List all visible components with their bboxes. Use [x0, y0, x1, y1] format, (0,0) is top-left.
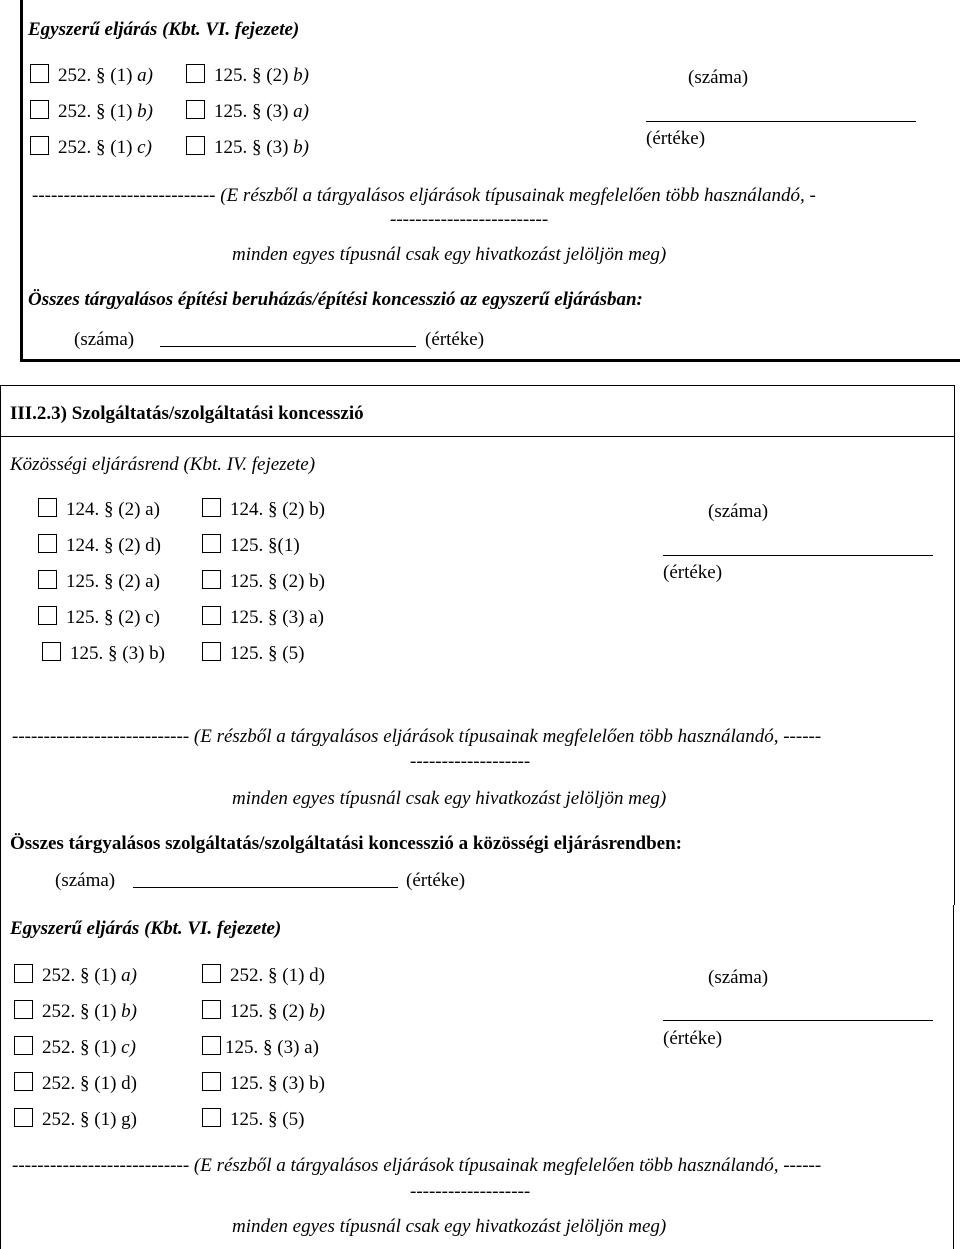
checkbox-s3-125-3-a[interactable] — [202, 1036, 221, 1055]
section3-right-border — [953, 905, 954, 1249]
section2-sum-erteke: (értéke) — [406, 870, 466, 891]
section1-note-line1: ----------------------------- (E részből a tárgyalásos eljárások típusainak megfelelően több használandó, - — [32, 185, 816, 206]
option-s3-125-5: 125. § (5) — [230, 1109, 305, 1130]
section3-left-border — [0, 905, 1, 1249]
checkbox-125-3-a-s2[interactable] — [202, 606, 221, 625]
checkbox-s3-252-1-b[interactable] — [14, 1000, 33, 1019]
checkbox-125-2-c[interactable] — [38, 606, 57, 625]
option-125-5: 125. § (5) — [230, 643, 305, 664]
section2-value-field[interactable] — [663, 555, 933, 556]
option-125-1: 125. §(1) — [230, 535, 300, 556]
section1-note-line3: minden egyes típusnál csak egy hivatkozást jelöljön meg) — [232, 244, 667, 265]
checkbox-125-1[interactable] — [202, 534, 221, 553]
option-s3-125-3-b: 125. § (3) b) — [230, 1073, 325, 1094]
section3-heading: Egyszerű eljárás (Kbt. VI. fejezete) — [10, 918, 282, 939]
checkbox-s3-125-5[interactable] — [202, 1108, 221, 1127]
section2-sum-field[interactable] — [133, 887, 398, 888]
option-252-1-b: 252. § (1) b) — [58, 101, 153, 122]
section3-note-line1: ---------------------------- (E részből a tárgyalásos eljárások típusainak megfelelően több használandó, ------ — [12, 1155, 822, 1176]
checkbox-s3-252-1-d2[interactable] — [14, 1072, 33, 1091]
option-s3-252-1-a: 252. § (1) a) — [42, 965, 137, 986]
section3-value-field[interactable] — [663, 1020, 933, 1021]
checkbox-125-3-a[interactable] — [186, 100, 205, 119]
checkbox-s3-125-2-b[interactable] — [202, 1000, 221, 1019]
section2-title-separator — [0, 436, 955, 437]
section1-value-field[interactable] — [646, 121, 916, 122]
section2-heading: Közösségi eljárásrend (Kbt. IV. fejezete) — [10, 454, 316, 475]
section2-note-line3: minden egyes típusnál csak egy hivatkozást jelöljön meg) — [232, 788, 667, 809]
section1-heading: Egyszerű eljárás (Kbt. VI. fejezete) — [28, 19, 300, 40]
checkbox-125-2-b-s2[interactable] — [202, 570, 221, 589]
option-125-2-b: 125. § (2) b) — [214, 65, 309, 86]
section1-note-line2: ------------------------- — [390, 209, 549, 230]
option-125-2-a: 125. § (2) a) — [66, 571, 160, 592]
checkbox-124-2-a[interactable] — [38, 498, 57, 517]
option-s3-125-2-b: 125. § (2) b) — [230, 1001, 325, 1022]
checkbox-125-5[interactable] — [202, 642, 221, 661]
section3-note-line2: ------------------- — [410, 1181, 531, 1202]
checkbox-124-2-b[interactable] — [202, 498, 221, 517]
option-124-2-a: 124. § (2) a) — [66, 499, 160, 520]
section2-note-line1: ---------------------------- (E részből a tárgyalásos eljárások típusainak megfelelően több használandó, ------ — [12, 726, 822, 747]
option-s3-252-1-d2: 252. § (1) d) — [42, 1073, 137, 1094]
section3-erteke-label: (értéke) — [663, 1028, 723, 1049]
section3-note-line3: minden egyes típusnál csak egy hivatkozást jelöljön meg) — [232, 1216, 667, 1237]
option-124-2-b: 124. § (2) b) — [230, 499, 325, 520]
section1-sum-field[interactable] — [160, 346, 416, 347]
option-125-2-c: 125. § (2) c) — [66, 607, 160, 628]
option-125-3-a: 125. § (3) a) — [214, 101, 309, 122]
section2-sum-szama: (száma) — [55, 870, 116, 891]
section2-note-line2: ------------------- — [410, 751, 531, 772]
option-124-2-d: 124. § (2) d) — [66, 535, 161, 556]
checkbox-125-2-a[interactable] — [38, 570, 57, 589]
checkbox-125-3-b-s2[interactable] — [42, 642, 61, 661]
section2-summary: Összes tárgyalásos szolgáltatás/szolgáltatási koncesszió a közösségi eljárásrendben: — [10, 833, 682, 854]
option-125-3-a-s2: 125. § (3) a) — [230, 607, 324, 628]
option-125-3-b: 125. § (3) b) — [214, 137, 309, 158]
section2-erteke-label: (értéke) — [663, 562, 723, 583]
option-125-3-b-s2: 125. § (3) b) — [70, 643, 165, 664]
checkbox-124-2-d[interactable] — [38, 534, 57, 553]
section1-erteke-label: (értéke) — [646, 128, 706, 149]
option-252-1-c: 252. § (1) c) — [58, 137, 152, 158]
checkbox-252-1-c[interactable] — [30, 136, 49, 155]
checkbox-s3-252-1-c[interactable] — [14, 1036, 33, 1055]
checkbox-s3-252-1-a[interactable] — [14, 964, 33, 983]
option-s3-252-1-g: 252. § (1) g) — [42, 1109, 137, 1130]
section2-title: III.2.3) Szolgáltatás/szolgáltatási koncesszió — [10, 403, 364, 424]
checkbox-125-3-b[interactable] — [186, 136, 205, 155]
option-s3-252-1-b: 252. § (1) b) — [42, 1001, 137, 1022]
section2-szama-label: (száma) — [708, 501, 769, 522]
checkbox-s3-252-1-d[interactable] — [202, 964, 221, 983]
option-125-2-b-s2: 125. § (2) b) — [230, 571, 325, 592]
section1-summary: Összes tárgyalásos építési beruházás/építési koncesszió az egyszerű eljárásban: — [28, 289, 643, 310]
option-s3-252-1-d: 252. § (1) d) — [230, 965, 325, 986]
checkbox-252-1-a[interactable] — [30, 64, 49, 83]
option-252-1-a: 252. § (1) a) — [58, 65, 153, 86]
section1-sum-erteke: (értéke) — [425, 329, 485, 350]
section1-szama-label: (száma) — [688, 67, 749, 88]
section3-szama-label: (száma) — [708, 967, 769, 988]
checkbox-252-1-b[interactable] — [30, 100, 49, 119]
checkbox-125-2-b[interactable] — [186, 64, 205, 83]
option-s3-252-1-c: 252. § (1) c) — [42, 1037, 136, 1058]
section1-sum-szama: (száma) — [74, 329, 135, 350]
checkbox-s3-252-1-g[interactable] — [14, 1108, 33, 1127]
option-s3-125-3-a: 125. § (3) a) — [225, 1037, 319, 1058]
checkbox-s3-125-3-b[interactable] — [202, 1072, 221, 1091]
